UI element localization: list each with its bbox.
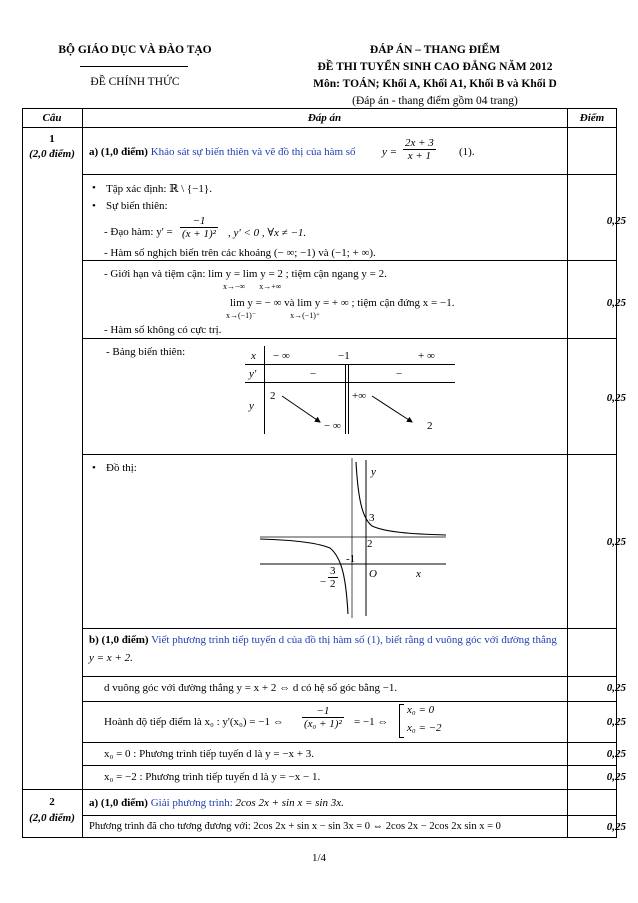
q1a-label: a) (1,0 điểm) [89,146,148,158]
bbt-x-minus-inf: − ∞ [273,350,290,362]
q1b-line-2-prefix: Hoành độ tiếp điểm là x₀ : y'(x₀) = −1 ⇔ [104,716,284,728]
row-divider-h [82,742,617,743]
q1a-text: Khảo sát sự biến thiên và vẽ đồ thị của hàm số [150,146,356,158]
bbt-y: y [249,400,254,412]
score-b3: 0,25 [606,748,626,760]
graph-mark-2: 2 [367,538,373,550]
official-label: ĐỀ CHÍNH THỨC [90,76,180,88]
derivative-num: −1 [180,215,218,228]
q1b-line-2-den: (x₀ + 1)² [304,718,342,730]
table-header-border [22,127,617,128]
bbt-x-minus-one: −1 [338,350,350,362]
graph-mark-3: 3 [369,512,375,524]
q1a-ref: (1). [459,146,475,158]
q1a-func-y: y = [382,146,398,158]
bbt-yp-right: − [396,368,403,380]
score-1: 0,25 [606,215,626,227]
limits-line-2: lim y = − ∞ và lim y = + ∞ ; tiệm cận đứng x = −1. [230,297,455,309]
header-answer: Đáp án [307,112,342,124]
graph-mark-minus-sign: − [320,576,327,588]
score-b2: 0,25 [606,716,626,728]
exam-title: ĐỀ THI TUYỂN SINH CAO ĐẲNG NĂM 2012 [317,61,553,73]
bbt-arrow-right [372,396,412,422]
q2-line-1: Phương trình đã cho tương đương với: 2cos 2x + sin x − sin 3x = 0 ⇔ 2cos 2x − 2cos 2x sin x = 0 [89,821,501,832]
question-divider [22,789,617,790]
subject-title: Môn: TOÁN; Khối A, Khối A1, Khối B và Khối D [313,78,557,90]
derivative-fraction [180,215,218,240]
q1b-text-2: y = x + 2. [89,652,133,664]
limits-line-1-sub: x→−∞ x→+∞ [223,282,282,291]
graph-mark-den: 2 [330,578,336,590]
graph-label: Đồ thị: [106,462,137,474]
score-b1: 0,25 [606,682,626,694]
page-number: 1/4 [311,852,327,864]
q1b-line-3: x₀ = 0 : Phương trình tiếp tuyến d là y = −x + 3. [104,748,314,760]
header-score: Điểm [579,112,605,124]
question-1-number: 1 [49,133,55,145]
bbt-yprime: y' [249,368,257,380]
no-extrema-text: - Hàm số không có cực trị. [104,324,222,336]
limits-line-1: - Giới hạn và tiệm cận: lim y = lim y = 2 ; tiệm cận ngang y = 2. [104,268,387,280]
bbt-arrow-left [282,396,320,422]
bbt-y-left-top: 2 [270,390,276,402]
header-question: Câu [42,112,62,124]
graph-mark-minus-three-half [328,565,338,590]
table-bottom-border [22,837,617,838]
table-col-divider-1 [82,108,83,838]
q2a-text: Giải phương trình: [150,797,233,809]
q1b-label: b) (1,0 điểm) [89,634,149,646]
derivative-prefix: - Đạo hàm: y' = [104,226,173,238]
table-col-divider-2 [567,108,568,838]
graph-origin: O [369,568,377,580]
bbt-arrows [260,380,460,436]
row-divider-i [82,765,617,766]
q2a-equation: 2cos 2x + sin x = sin 3x. [235,797,344,809]
q1b-line-2-fraction [302,705,344,730]
graph-x-label: x [416,568,421,580]
row-divider-g [82,701,617,702]
graph-bullet: • [92,462,96,474]
derivative-suffix: , y' < 0 , ∀x ≠ −1. [228,227,307,239]
q1b-line-2-eq: = −1 ⇔ [354,716,389,728]
q1b-header [89,634,557,646]
variation-table-label: - Bảng biến thiên: [106,346,186,358]
bbt-yp-left: − [310,368,317,380]
score-3: 0,25 [606,392,626,404]
row-divider-f [82,676,617,677]
q1a-header [89,146,356,158]
bbt-y-right-bottom: 2 [427,420,433,432]
q1a-func-den: x + 1 [407,150,432,162]
monotone-text: - Hàm số nghịch biến trên các khoảng (− ∞; −1) và (−1; + ∞). [104,247,376,259]
domain-bullet: • [92,182,96,194]
row-divider-b [82,260,617,261]
variation-bullet: • [92,200,96,212]
row-divider-c [82,338,617,339]
q2a-label: a) (1,0 điểm) [89,797,148,809]
graph-y-label: y [371,466,376,478]
q1a-func-num: 2x + 3 [405,137,434,149]
graph-branch-right [356,462,446,535]
row-divider-j [82,815,617,816]
q1b-line-2-num: −1 [302,705,344,718]
limits-line-2-sub: x→(−1)⁻ x→(−1)⁺ [226,311,321,320]
graph-mark-minus1: -1 [346,553,356,565]
table-left-border [22,108,23,838]
q1b-case-2: x₀ = −2 [407,722,442,734]
row-divider-a [82,174,617,175]
derivative-den: (x + 1)² [182,228,216,240]
score-2: 0,25 [606,297,626,309]
q2a-header [89,797,344,809]
row-divider-e [82,628,617,629]
bbt-x: x [251,350,256,362]
q1b-line-1: d vuông góc với đường thẳng y = x + 2 ⇔ d có hệ số góc bằng −1. [104,682,398,694]
function-graph [260,458,450,618]
question-1-points: (2,0 điểm) [29,148,75,160]
header-underline [80,66,188,67]
row-divider-d [82,454,617,455]
bbt-y-mid-bottom: − ∞ [324,420,341,432]
q1a-func-fraction [403,137,436,162]
page-count-note: (Đáp án - thang điểm gồm 04 trang) [352,95,518,107]
variation-text: Sự biến thiên: [106,200,168,212]
q1b-line-4: x₀ = −2 : Phương trình tiếp tuyến d là y = −x − 1. [104,771,321,783]
bbt-x-plus-inf: + ∞ [418,350,435,362]
score-4: 0,25 [606,536,626,548]
score-q2-1: 0,25 [606,821,626,833]
bbt-line-1 [245,364,455,365]
domain-text: Tập xác định: ℝ \ {−1}. [106,183,212,195]
ministry-name: BỘ GIÁO DỤC VÀ ĐÀO TẠO [58,44,212,56]
score-b4: 0,25 [606,771,626,783]
q1b-case-bracket [399,704,404,738]
question-2-number: 2 [49,796,55,808]
question-2-points: (2,0 điểm) [29,812,75,824]
q1b-case-1: x₀ = 0 [407,704,435,716]
table-top-border [22,108,617,109]
q1b-text: Viết phương trình tiếp tuyến d của đồ thị hàm số (1), biết rằng d vuông góc với đường thẳng [151,634,557,646]
graph-mark-num: 3 [330,565,336,577]
bbt-y-mid-top: +∞ [352,390,367,402]
answer-title: ĐÁP ÁN – THANG ĐIỂM [369,44,501,56]
